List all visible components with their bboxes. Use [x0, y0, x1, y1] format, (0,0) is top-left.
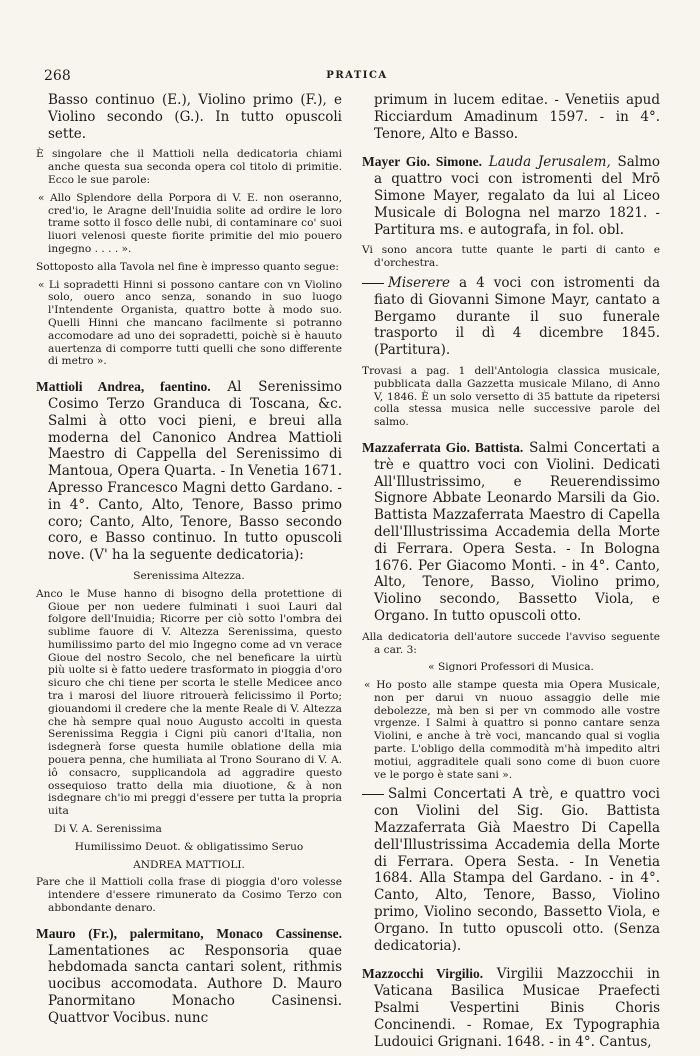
entry-body: Lamentationes ac Responsoria quae hebdomada sancta cantari solent, rithmis uocibus accomodata. Authore D. Mauro Panormitano Monacho Casinensi. Quattvor Vocibus. nunc	[48, 942, 342, 1026]
repeat-dash	[362, 794, 384, 795]
page-number: 268	[44, 68, 71, 84]
left-column	[36, 92, 342, 1033]
quotation: « Li sopradetti Hinni si possono cantare con vn Violino solo, ouero anco senza, sonando in suo luogo l'Intendente Organista, quattro botte à modo suo. Quelli Hinni che mancano facilmente si potranno accomodare ad uno dei sopradetti, poichè si è hauuto auertenza di comporre tutti quelli che sono differente di metro ».	[38, 278, 342, 368]
entry-mauro	[36, 926, 342, 1027]
entry-body: Salmo a quattro voci con istromenti del Mrō Simone Mayer, regalato da lui al Liceo Musicale di Bologna nel marzo 1821. - Partitura ms. e autografa, in fol. obl.	[374, 154, 661, 238]
entry-mayer	[362, 154, 660, 238]
quotation: « Allo Splendore della Porpora di V. E. non oseranno, cred'io, le Aragne dell'Inuidia solite ad ordire le loro trame sotto il fosco delle nubi, di contaminare co' suoi liuori velenosi queste fiorite primitie del mio pouero ingegno . . . . ».	[38, 191, 342, 255]
entry-headword: Mattioli Andrea, faentino.	[36, 379, 211, 395]
entry-miserere	[362, 275, 660, 359]
dedication-signature: Humilissimo Deuot. & obligatissimo Seruo	[74, 840, 304, 853]
work-title: Miserere	[388, 274, 450, 291]
note-paragraph: Pare che il Mattioli colla frase di pioggia d'oro volesse intendere d'essere rimunerato da Cosimo Terzo con abbondante denaro.	[36, 876, 342, 915]
notice-title: « Signori Professori di Musica.	[428, 661, 594, 674]
entry-continuation: primum in lucem editae. - Venetiis apud Ricciardum Amadinum 1597. - in 4°. Tenore, Alto e Basso.	[374, 92, 660, 142]
running-title: PRATICA	[326, 70, 388, 81]
entry-body: a 4 voci con istromenti da fiato di Giovanni Simone Mayr, cantato a Bergamo durante il suo funerale trasporto il dì 4 dicembre 1845. (Partitura).	[374, 274, 661, 359]
entry-continuation: Basso continuo (E.), Violino primo (F.), e Violino secondo (G.). In tutto opuscoli sette.	[48, 92, 342, 142]
entry-headword: Mazzocchi Virgilio.	[362, 966, 484, 982]
dedication-title: Serenissima Altezza.	[133, 569, 245, 582]
entry-body: Salmi Concertati a trè e quattro voci con Violini. Dedicati All'Illustrissimo, e Reuerendissimo Signore Abbate Leonardo Marsili da Gio. Battista Mazzaferrata Maestro di Capella dell'Illustrissima Accademia della Morte di Ferrara. Opera Sesta. - In Bologna 1676. Per Giacomo Monti. - in 4°. Canto, Alto, Tenore, Basso, Violino primo, Violino secondo, Bassetto Viola, e Organo. In tutto opuscoli otto.	[374, 439, 660, 624]
entry-body: Al Serenissimo Cosimo Terzo Granduca di Toscana, &c. Salmi à otto voci pieni, e breui alla moderna del Canonico Andrea Mattioli Maestro di Cappella del Serenissimo di Mantoua, Opera Quarta. - In Venetia 1671. Apresso Francesco Magni detto Gardano. - in 4°. Canto, Alto, Tenore, Basso primo coro; Canto, Alto, Tenore, Basso secondo coro, e Basso continuo. In tutto opuscoli nove. (V' ha la seguente dedicatoria):	[48, 379, 343, 564]
work-title: Lauda Jerusalem,	[488, 154, 611, 171]
dedication-signature: Di V. A. Serenissima	[54, 823, 162, 836]
entry-salmi-concertati	[362, 786, 660, 954]
quotation: « Ho posto alle stampe questa mia Opera Musicale, non per darui vn nuouo assaggio delle mie debolezze, mà ben si per vn commodo alle vostre vrgenze. I Salmi à quattro si ponno cantare senza Violini, e anche à trè voci, mancando qual si voglia parte. L'obligo della commodità m'hà impedito altri motiui, aggraditele quali sono come di buon cuore ve le porgo è state sani ».	[364, 679, 660, 781]
repeat-dash	[362, 283, 384, 284]
note-paragraph: È singolare che il Mattioli nella dedicatoria chiami anche questa sua seconda opera col titolo di primitie. Ecco le sue parole:	[36, 148, 342, 186]
entry-body: Salmi Concertati A trè, e quattro voci con Violini del Sig. Gio. Battista Mazzaferrata Già Maestro Di Capella dell'Illustrissima Accademia della Morte di Ferrara. Opera Sesta. - In Venetia 1684. Alla Stampa del Gardano. - in 4°. Canto, Alto, Tenore, Basso, Violino primo, Violino secondo, Bassetto Viola, e Organo. In tutto opuscoli otto. (Senza dedicatoria).	[374, 786, 660, 954]
dedication-body: Anco le Muse hanno di bisogno della protettione di Gioue per non uedere fulminati i suoi Lauri dal folgore dell'Inuidia; Ricorre per ciò sotto l'ombra dei sublime fauore di V. Altezza Serenissima, questo humilissimo parto del mio Ingegno come ad vn verace Gioue del nostro Secolo, che nel beneficare la uirtù più uolte si è fatto uedere trasformato in pioggia d'oro sicuro che chi tiene per scorta le stelle Medicee anco tra i marosi del liuore ritrouerà felicissimo il Porto; giouandomi il credere che la mente Reale di V. Altezza che hà sempre qual nouo Augusto accolti in questa Serenissima Reggia i Cigni più canori d'Italia, non isdegnerà forse questa humile oblatione della mia pouera penna, che humiliata al Trono Sourano di V. A. iô consacro, supplicandola ad aggradire questo ossequioso tratto della mia diuotione, & à non isdegnare ch'io mi preggi d'essere per tutta la propria uita	[36, 587, 342, 818]
dedication-author: ANDREA MATTIOLI.	[133, 858, 245, 871]
entry-headword: Mayer Gio. Simone.	[362, 154, 483, 170]
entry-mazzocchi	[362, 966, 660, 1050]
right-column	[362, 92, 660, 1056]
entry-mattioli-andrea	[36, 379, 342, 564]
entry-mazzaferrata	[362, 440, 660, 625]
entry-headword: Mazzaferrata Gio. Battista.	[362, 439, 524, 455]
entry-body: Virgilii Mazzocchii in Vaticana Basilica Musicae Praefecti Psalmi Vespertini Binis Choris Concinendi. - Romae, Ex Typographia Ludouici Grignani. 1648. - in 4°. Cantus,	[374, 966, 661, 1050]
entry-headword: Mauro (Fr.), palermitano, Monaco Cassinense.	[36, 925, 342, 941]
note-paragraph: Alla dedicatoria dell'autore succede l'avviso seguente a car. 3:	[362, 630, 660, 656]
note-paragraph: Sottoposto alla Tavola nel fine è impresso quanto segue:	[36, 260, 339, 273]
running-head	[44, 68, 670, 86]
note-paragraph: Vi sono ancora tutte quante le parti di canto e d'orchestra.	[362, 244, 660, 270]
note-paragraph: Trovasi a pag. 1 dell'Antologia classica musicale, pubblicata dalla Gazzetta musicale Milano, di Anno V, 1846. È un solo versetto di 35 battute da ripetersi colla stessa musica nelle successive parole del salmo.	[362, 364, 660, 429]
